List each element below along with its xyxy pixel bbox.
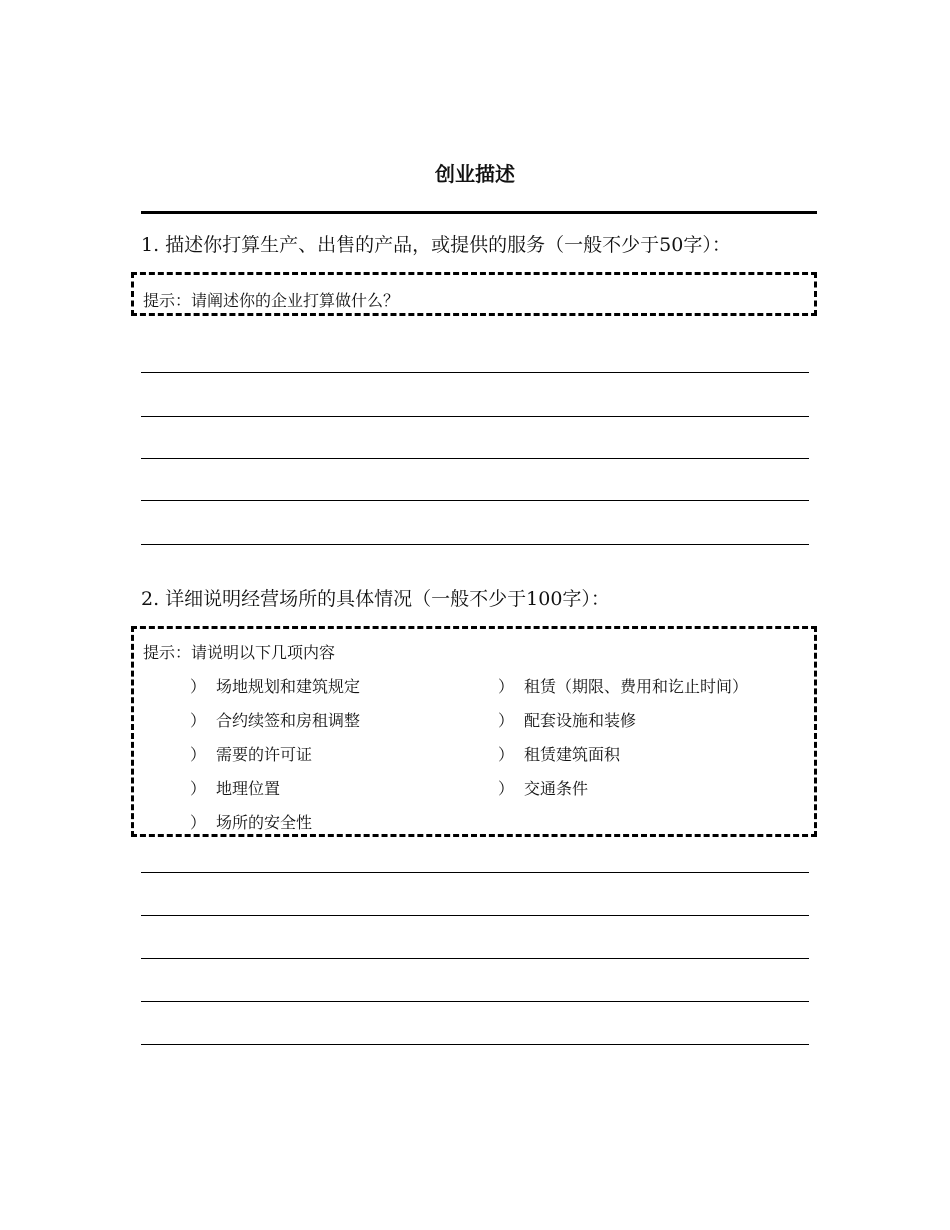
bullet-mark: ） <box>190 813 207 832</box>
list-item-text: 需要的许可证 <box>216 745 313 764</box>
list-item <box>498 708 636 731</box>
list-item-text: 合约续签和房租调整 <box>216 711 361 730</box>
bullet-mark: ） <box>498 677 515 696</box>
list-item <box>498 674 748 697</box>
list-item <box>190 810 312 833</box>
bullet-mark: ） <box>498 779 515 798</box>
bullet-mark: ） <box>498 711 515 730</box>
bullet-mark: ） <box>190 779 207 798</box>
answer-line-2-3[interactable] <box>141 958 809 959</box>
answer-line-1-5[interactable] <box>141 544 809 545</box>
bullet-mark: ） <box>190 711 207 730</box>
list-item-text: 地理位置 <box>216 779 281 798</box>
list-item-text: 租赁（期限、费用和讫止时间） <box>524 677 749 696</box>
list-item <box>498 776 588 799</box>
answer-line-1-1[interactable] <box>141 372 809 373</box>
page-title: 创业描述 <box>435 162 515 186</box>
list-item <box>190 674 360 697</box>
list-item-text: 租赁建筑面积 <box>524 745 621 764</box>
answer-line-2-2[interactable] <box>141 915 809 916</box>
hint-2-text: 提示：请说明以下几项内容 <box>143 643 336 662</box>
answer-line-2-5[interactable] <box>141 1044 809 1045</box>
question-2: 2. 详细说明经营场所的具体情况（一般不少于100字）： <box>141 588 610 610</box>
question-1: 1. 描述你打算生产、出售的产品，或提供的服务（一般不少于50字）： <box>141 234 731 256</box>
list-item <box>190 776 280 799</box>
list-item <box>190 742 312 765</box>
title-divider <box>141 211 817 214</box>
bullet-mark: ） <box>498 745 515 764</box>
bullet-mark: ） <box>190 745 207 764</box>
list-item <box>190 708 360 731</box>
list-item-text: 场所的安全性 <box>216 813 313 832</box>
bullet-mark: ） <box>190 677 207 696</box>
list-item-text: 配套设施和装修 <box>524 711 637 730</box>
hint-box-1 <box>131 272 817 316</box>
list-item-text: 交通条件 <box>524 779 589 798</box>
answer-line-1-2[interactable] <box>141 416 809 417</box>
answer-line-1-4[interactable] <box>141 500 809 501</box>
list-item-text: 场地规划和建筑规定 <box>216 677 361 696</box>
answer-line-1-3[interactable] <box>141 458 809 459</box>
hint-1-text: 提示：请阐述你的企业打算做什么？ <box>143 291 400 310</box>
list-item <box>498 742 620 765</box>
answer-line-2-1[interactable] <box>141 872 809 873</box>
hint-box-2 <box>131 626 817 837</box>
answer-line-2-4[interactable] <box>141 1001 809 1002</box>
